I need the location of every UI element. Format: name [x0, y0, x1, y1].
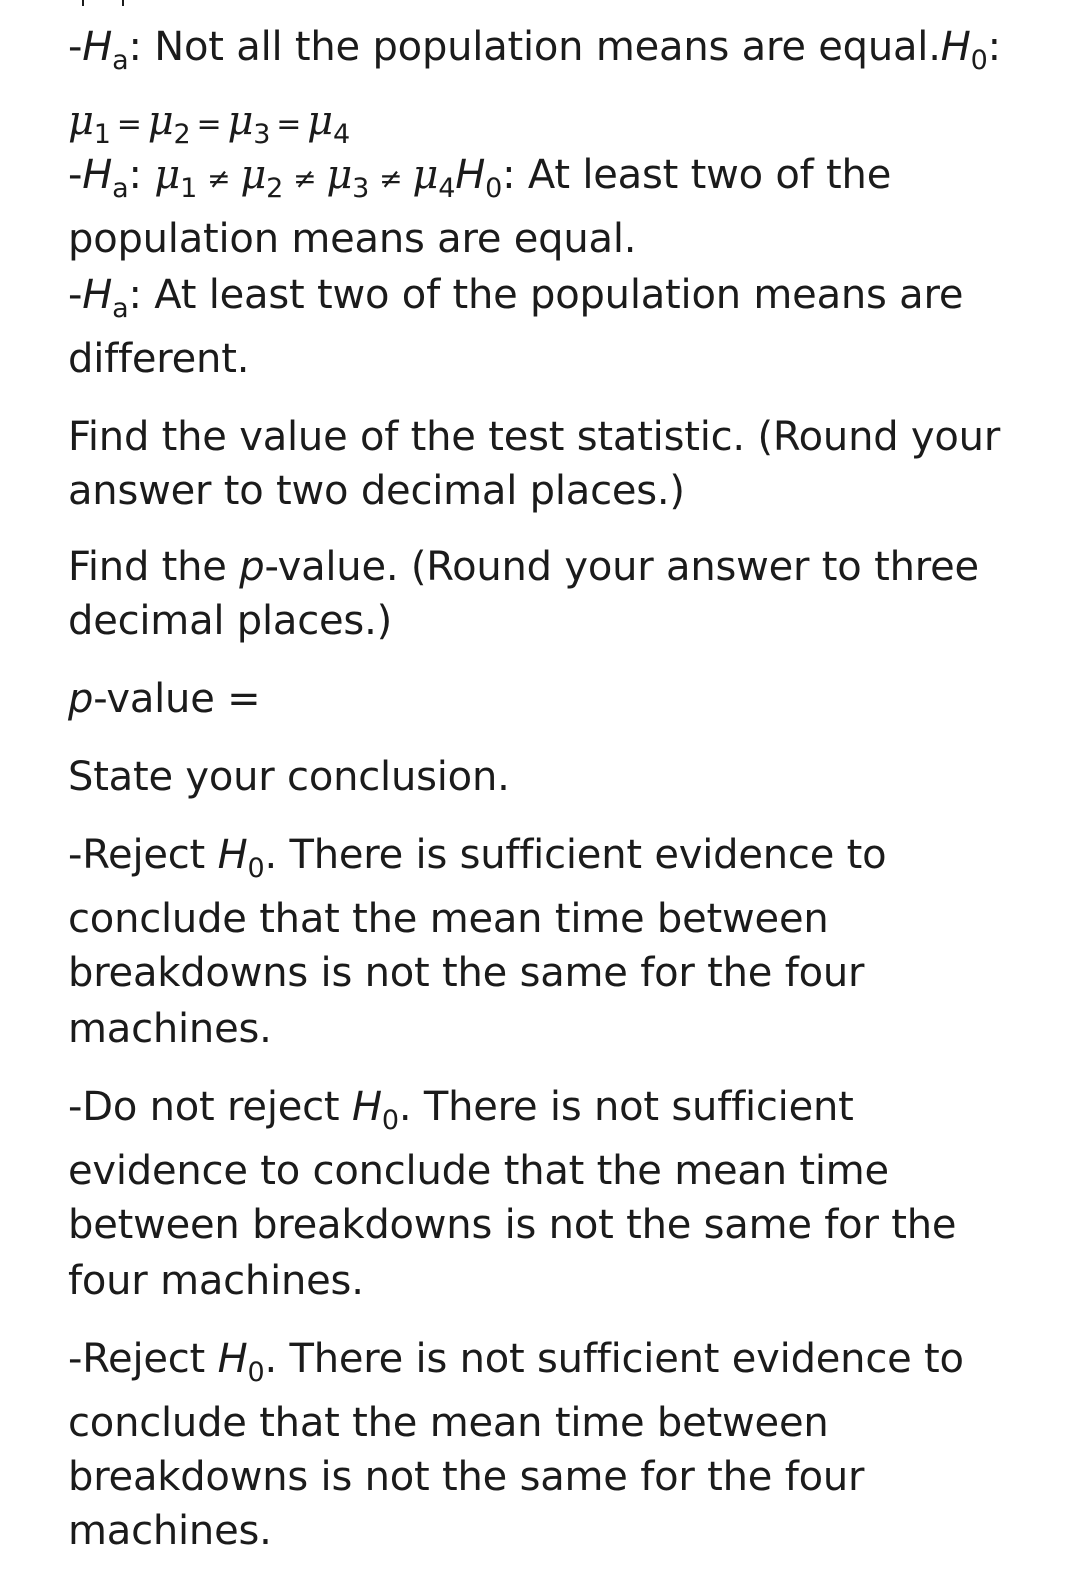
null-equal-means: $\mu_1 = \mu_2 = \mu_3 = \mu_4$: [68, 98, 350, 150]
h-0-symbol: $H_0$: [351, 1084, 399, 1136]
conclusion-option-1[interactable]: -Reject $H_0$. There is sufficient evidence to: [68, 832, 887, 884]
conclusion-option-2-line: four machines.: [68, 1258, 364, 1304]
h-0-symbol: $H_0$: [940, 24, 988, 76]
hypothesis-option-1[interactable]: $-H_a$: Not all the population means are $equal.H_0$:: [68, 24, 1001, 76]
p-value-label: p-value =: [68, 676, 261, 722]
conclusion-option-1-line: breakdowns is not the same for the four: [68, 950, 865, 996]
h-a-symbol: $H_a$: [82, 272, 129, 324]
conclusion-option-2[interactable]: -Do not reject $H_0$. There is not sufficient: [68, 1084, 854, 1136]
test-statistic-question: Find the value of the test statistic. (Round your: [68, 414, 1001, 460]
h-0-symbol: $H_0$: [217, 832, 265, 884]
p-value-question-cont: decimal places.): [68, 598, 392, 644]
conclusion-option-1-line: machines.: [68, 1006, 272, 1052]
h-0-symbol: $H_0$: [217, 1336, 265, 1388]
h-0-symbol: $H_0$: [455, 152, 503, 204]
p-value-question: Find the p-value. (Round your answer to three: [68, 544, 979, 590]
hypothesis-option-2-cont: population means are equal.: [68, 216, 637, 262]
conclusion-option-2-line: between breakdowns is not the same for the: [68, 1202, 957, 1248]
conclusion-prompt: State your conclusion.: [68, 754, 510, 800]
h-a-symbol: $H_a$: [82, 24, 129, 76]
h-a-symbol: $H_a$: [82, 152, 129, 204]
conclusion-option-3-line: machines.: [68, 1508, 272, 1554]
hypothesis-option-1-text: : Not all the population means are equal.: [128, 24, 941, 70]
conclusion-option-3-line: breakdowns is not the same for the four: [68, 1454, 865, 1500]
conclusion-option-2-line: evidence to conclude that the mean time: [68, 1148, 889, 1194]
conclusion-option-3-line: conclude that the mean time between: [68, 1400, 829, 1446]
hypothesis-option-3[interactable]: $-H_a$: At least two of the population means are: [68, 272, 964, 324]
hypothesis-option-3-cont: different.: [68, 336, 250, 382]
test-statistic-question-cont: answer to two decimal places.): [68, 468, 685, 514]
conclusion-option-3[interactable]: -Reject $H_0$. There is not sufficient evidence to: [68, 1336, 964, 1388]
conclusion-option-1-line: conclude that the mean time between: [68, 896, 829, 942]
cropped-previous-line: [68, 0, 148, 6]
hypothesis-option-2[interactable]: $-H_a$: $\mu_1 \ne \mu_2 \ne \mu_3 \ne \mu_4H_0$: At least two of the: [68, 152, 892, 204]
